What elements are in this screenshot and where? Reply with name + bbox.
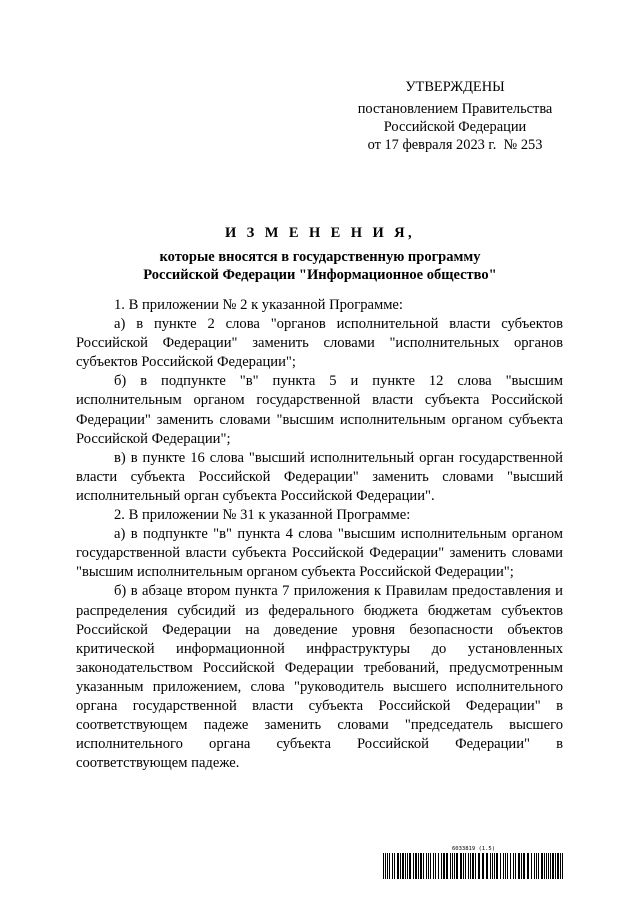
paragraph-1: 1. В приложении № 2 к указанной Программе: bbox=[114, 297, 403, 313]
barcode-caption: 6033819 (1.5) bbox=[451, 846, 495, 852]
barcode-bar bbox=[518, 853, 520, 879]
barcode-bar bbox=[385, 853, 386, 879]
barcode-bar bbox=[392, 853, 393, 879]
barcode-bar bbox=[387, 853, 388, 879]
barcode-bar bbox=[415, 853, 417, 879]
paragraph-1b: б) в подпункте "в" пункта 5 и пункте 12 слова "высшим исполнительным органом государственной власти субъекта Российской Федерации" заменить словами "высшим исполнительным органом субъекта Российской Федерации"; bbox=[76, 373, 563, 447]
barcode-bar bbox=[433, 853, 434, 879]
barcode-bar bbox=[527, 853, 529, 879]
barcode-bar bbox=[538, 853, 539, 879]
barcode-bar bbox=[441, 853, 442, 879]
barcode-bar bbox=[423, 853, 424, 879]
paragraph-1c: в) в пункте 16 слова "высший исполнительный орган государственной власти субъекта Российской Федерации" заменить словами "высший исполнительный орган субъекта Российской Федерации". bbox=[76, 449, 563, 504]
approval-line-resolution: постановлением Правительства bbox=[357, 101, 553, 117]
barcode-bar bbox=[443, 853, 445, 879]
barcode-bar bbox=[548, 853, 549, 879]
document-subtitle-line2: Российской Федерации "Информационное общество" bbox=[143, 267, 497, 283]
barcode-bar bbox=[552, 853, 554, 879]
barcode-bar bbox=[463, 853, 464, 879]
barcode-bar bbox=[420, 853, 422, 879]
barcode-block bbox=[383, 846, 563, 879]
barcode-bar bbox=[383, 853, 384, 879]
barcode-image bbox=[383, 853, 563, 879]
barcode-bar bbox=[435, 853, 436, 879]
barcode-bar bbox=[500, 853, 501, 879]
barcode-bar bbox=[531, 853, 532, 879]
barcode-bar bbox=[407, 853, 408, 879]
barcode-bar bbox=[394, 853, 395, 879]
barcode-bar bbox=[450, 853, 451, 879]
barcode-bar bbox=[560, 853, 561, 879]
barcode-bar bbox=[452, 853, 453, 879]
barcode-bar bbox=[478, 853, 480, 879]
paragraph-2: 2. В приложении № 31 к указанной Программе: bbox=[114, 507, 411, 524]
barcode-bar bbox=[490, 853, 491, 879]
barcode-bar bbox=[513, 853, 514, 879]
barcode-bar bbox=[562, 853, 563, 879]
barcode-bar bbox=[555, 853, 556, 879]
approval-line-date-number: от 17 февраля 2023 г. № 253 bbox=[367, 137, 543, 153]
barcode-bar bbox=[456, 853, 458, 879]
document-title-block bbox=[0, 224, 640, 284]
approval-line-federation: Российской Федерации bbox=[383, 119, 527, 135]
barcode-bar bbox=[397, 853, 399, 879]
barcode-bar bbox=[465, 853, 466, 879]
barcode-bar bbox=[505, 853, 506, 879]
barcode-bar bbox=[389, 853, 390, 879]
barcode-bar bbox=[460, 853, 462, 879]
barcode-bar bbox=[541, 853, 543, 879]
document-subtitle-line1: которые вносятся в государственную программу bbox=[159, 249, 481, 265]
barcode-bar bbox=[418, 853, 419, 879]
barcode-bar bbox=[546, 853, 547, 879]
barcode-bar bbox=[472, 853, 474, 879]
barcode-bar bbox=[515, 853, 516, 879]
barcode-bar bbox=[510, 853, 511, 879]
barcode-bar bbox=[446, 853, 448, 879]
barcode-bar bbox=[468, 853, 469, 879]
barcode-bar bbox=[536, 853, 537, 879]
barcode-bar bbox=[454, 853, 455, 879]
barcode-bar bbox=[402, 853, 404, 879]
barcode-bar bbox=[475, 853, 476, 879]
paragraph-2a: а) в подпункте "в" пункта 4 слова "высшим исполнительным органом государственной власти субъекта Российской Федерации" заменить словами "высшим исполнительным органом субъекта Российской Федерации"; bbox=[76, 526, 563, 581]
barcode-bar bbox=[409, 853, 411, 879]
barcode-bar bbox=[405, 853, 406, 879]
document-title: И З М Е Н Е Н И Я, bbox=[224, 225, 416, 241]
barcode-bar bbox=[544, 853, 545, 879]
barcode-bar bbox=[413, 853, 414, 879]
approval-heading: УТВЕРЖДЕНЫ bbox=[405, 79, 505, 95]
barcode-bar bbox=[534, 853, 535, 879]
barcode-bar bbox=[426, 853, 427, 879]
barcode-bar bbox=[486, 853, 488, 879]
barcode-bar bbox=[492, 853, 493, 879]
barcode-bar bbox=[550, 853, 551, 879]
barcode-bar bbox=[470, 853, 471, 879]
barcode-bar bbox=[523, 853, 525, 879]
barcode-bar bbox=[521, 853, 522, 879]
paragraph-2b: б) в абзаце втором пункта 7 приложения к Правилам предоставления и распределения субсидий из федерального бюджета бюджетам субъектов Российской Федерации на доведение уровня безопасности объектов критической информационной инфраструктуры до установленных законодательством Российской Федерации требований, предусмотренным указанным приложением, слова "руководитель высшего исполнительного органа государственной власти субъекта Российской Федерации" в соответствующем падеже заменить словами "председатель высшего исполнительного органа субъекта Российской Федерации" в соответствующем падеже. bbox=[76, 583, 563, 772]
barcode-bar bbox=[496, 853, 498, 879]
document-body bbox=[76, 296, 563, 773]
barcode-bar bbox=[557, 853, 559, 879]
barcode-bar bbox=[507, 853, 508, 879]
barcode-bar bbox=[430, 853, 431, 879]
barcode-bar bbox=[438, 853, 439, 879]
barcode-bar bbox=[503, 853, 504, 879]
barcode-bar bbox=[428, 853, 429, 879]
paragraph-1a: а) в пункте 2 слова "органов исполнительной власти субъектов Российской Федерации" заменить словами "исполнительных органов субъектов Российской Федерации"; bbox=[76, 316, 563, 371]
barcode-bar bbox=[494, 853, 495, 879]
barcode-bar bbox=[482, 853, 484, 879]
barcode-bar bbox=[400, 853, 401, 879]
approval-block bbox=[330, 78, 580, 154]
